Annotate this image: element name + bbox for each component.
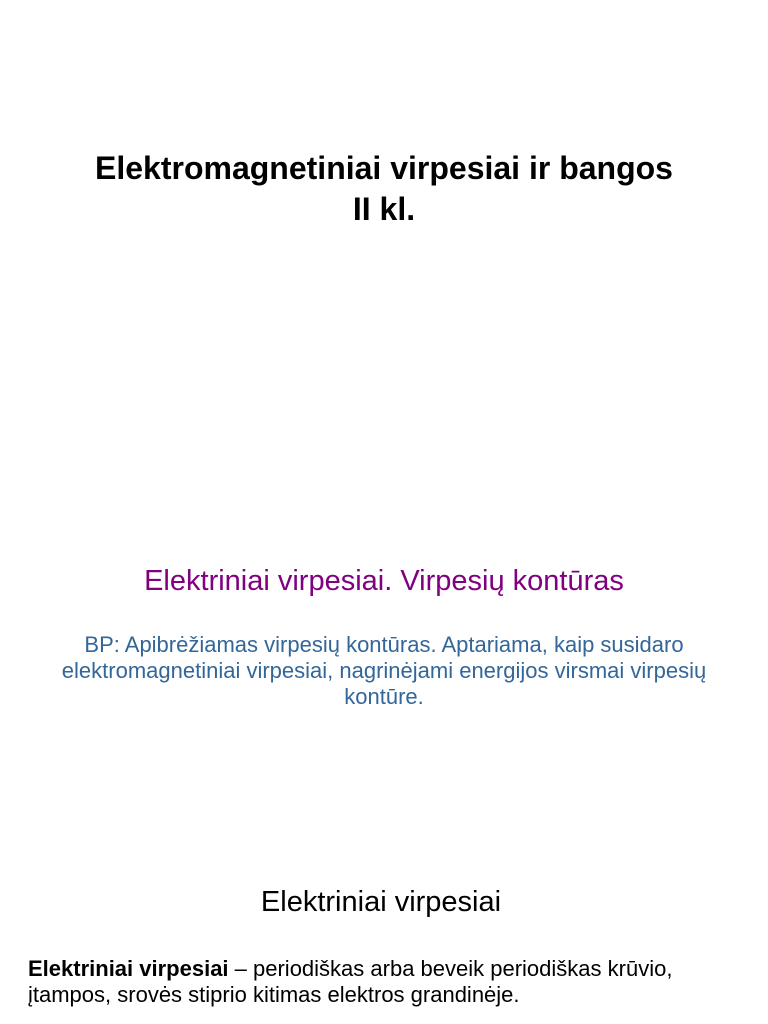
- title-line-1: Elektromagnetiniai virpesiai ir bangos: [95, 150, 673, 186]
- document-title: [20, 148, 748, 230]
- definition-term: Elektriniai virpesiai: [28, 956, 229, 981]
- section-heading: Elektriniai virpesiai: [260, 886, 502, 918]
- lesson-goal: BP: Apibrėžiamas virpesių kontūras. Aptariama, kaip susidaro elektromagnetiniai virpesiai, nagrinėjami energijos virsmai virpesių kontūre.: [61, 632, 707, 709]
- title-line-2: II kl.: [352, 191, 416, 227]
- definition-text: – periodiškas arba beveik periodiškas krūvio, įtampos, srovės stiprio kitimas elektros grandinėje.: [28, 956, 673, 1007]
- definition-paragraph: [28, 956, 748, 1008]
- lesson-heading: Elektriniai virpesiai. Virpesių kontūras: [144, 565, 624, 597]
